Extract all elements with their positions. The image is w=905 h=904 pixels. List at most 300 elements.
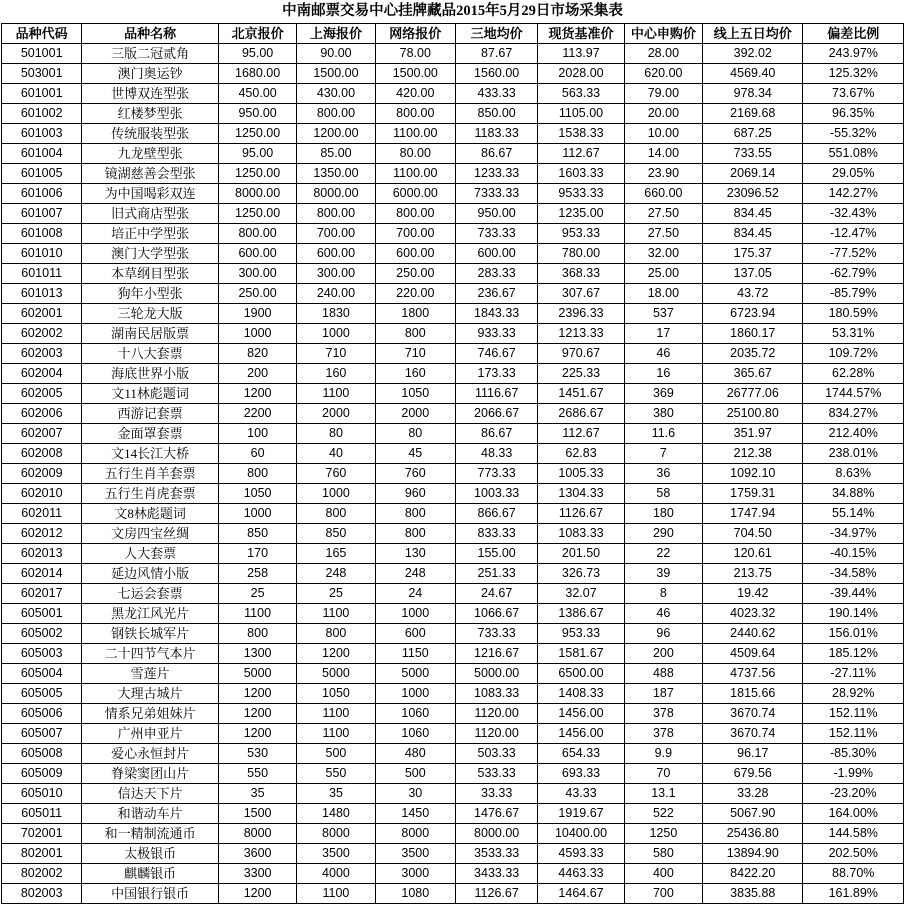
column-header-name: 品种名称 [82,24,219,44]
cell-beijing-price: 1100 [218,604,296,624]
cell-spot-benchmark-price: 6500.00 [538,664,624,684]
cell-beijing-price: 1200 [218,724,296,744]
cell-shanghai-price: 600.00 [297,244,375,264]
cell-online-price: 1800 [375,304,455,324]
cell-center-subscription-price: 58 [624,484,702,504]
cell-beijing-price: 820 [218,344,296,364]
table-row [2,44,904,64]
cell-shanghai-price: 800 [297,624,375,644]
cell-spot-benchmark-price: 1105.00 [538,104,624,124]
cell-shanghai-price: 3500 [297,844,375,864]
cell-center-subscription-price: 20.00 [624,104,702,124]
cell-center-subscription-price: 8 [624,584,702,604]
table-header-row [2,24,904,44]
cell-name: 黑龙江风光片 [82,604,219,624]
cell-shanghai-price: 800.00 [297,204,375,224]
cell-code: 601002 [2,104,82,124]
cell-beijing-price: 25 [218,584,296,604]
cell-code: 602007 [2,424,82,444]
cell-center-subscription-price: 537 [624,304,702,324]
cell-center-subscription-price: 7 [624,444,702,464]
cell-beijing-price: 1250.00 [218,124,296,144]
cell-beijing-price: 60 [218,444,296,464]
cell-online-price: 1060 [375,724,455,744]
cell-online-price: 600.00 [375,244,455,264]
cell-shanghai-price: 500 [297,744,375,764]
table-row [2,124,904,144]
cell-spot-benchmark-price: 10400.00 [538,824,624,844]
cell-online-price: 5000 [375,664,455,684]
cell-three-region-average: 1126.67 [455,884,537,904]
cell-deviation-ratio: 88.70% [803,864,904,884]
cell-deviation-ratio: 156.01% [803,624,904,644]
cell-name: 人大套票 [82,544,219,564]
table-row [2,884,904,904]
cell-center-subscription-price: 39 [624,564,702,584]
cell-three-region-average: 1116.67 [455,384,537,404]
cell-code: 605006 [2,704,82,724]
cell-deviation-ratio: 164.00% [803,804,904,824]
cell-three-region-average: 733.33 [455,224,537,244]
cell-center-subscription-price: 28.00 [624,44,702,64]
cell-three-region-average: 833.33 [455,524,537,544]
cell-center-subscription-price: 380 [624,404,702,424]
cell-three-region-average: 600.00 [455,244,537,264]
cell-three-region-average: 933.33 [455,324,537,344]
cell-online-price: 700.00 [375,224,455,244]
cell-shanghai-price: 85.00 [297,144,375,164]
table-row [2,224,904,244]
cell-center-subscription-price: 10.00 [624,124,702,144]
cell-online-five-day-average: 1860.17 [703,324,803,344]
cell-deviation-ratio: 96.35% [803,104,904,124]
cell-three-region-average: 1120.00 [455,704,537,724]
cell-name: 文11林彪题词 [82,384,219,404]
cell-center-subscription-price: 70 [624,764,702,784]
cell-online-five-day-average: 1815.66 [703,684,803,704]
cell-center-subscription-price: 13.1 [624,784,702,804]
cell-online-five-day-average: 43.72 [703,284,803,304]
cell-center-subscription-price: 17 [624,324,702,344]
cell-spot-benchmark-price: 1083.33 [538,524,624,544]
cell-deviation-ratio: 185.12% [803,644,904,664]
cell-beijing-price: 1300 [218,644,296,664]
cell-code: 602005 [2,384,82,404]
cell-spot-benchmark-price: 326.73 [538,564,624,584]
cell-beijing-price: 5000 [218,664,296,684]
cell-center-subscription-price: 187 [624,684,702,704]
table-row [2,464,904,484]
cell-beijing-price: 550 [218,764,296,784]
cell-spot-benchmark-price: 693.33 [538,764,624,784]
cell-center-subscription-price: 79.00 [624,84,702,104]
cell-online-five-day-average: 2069.14 [703,164,803,184]
cell-name: 爱心永恒封片 [82,744,219,764]
cell-shanghai-price: 40 [297,444,375,464]
cell-online-price: 1150 [375,644,455,664]
cell-spot-benchmark-price: 1386.67 [538,604,624,624]
cell-center-subscription-price: 46 [624,604,702,624]
cell-online-price: 1000 [375,684,455,704]
cell-name: 太极银币 [82,844,219,864]
table-row [2,304,904,324]
cell-deviation-ratio: 34.88% [803,484,904,504]
cell-online-price: 800.00 [375,104,455,124]
cell-three-region-average: 8000.00 [455,824,537,844]
column-header-center-subscription-price: 中心申购价 [624,24,702,44]
cell-deviation-ratio: 161.89% [803,884,904,904]
cell-deviation-ratio: 212.40% [803,424,904,444]
cell-deviation-ratio: -27.11% [803,664,904,684]
cell-beijing-price: 35 [218,784,296,804]
cell-name: 和谐动车片 [82,804,219,824]
cell-shanghai-price: 1200.00 [297,124,375,144]
cell-deviation-ratio: 144.58% [803,824,904,844]
cell-online-five-day-average: 679.56 [703,764,803,784]
cell-deviation-ratio: -23.20% [803,784,904,804]
cell-center-subscription-price: 290 [624,524,702,544]
cell-online-price: 480 [375,744,455,764]
table-row [2,564,904,584]
cell-shanghai-price: 800 [297,504,375,524]
cell-center-subscription-price: 620.00 [624,64,702,84]
cell-name: 为中国喝彩双连 [82,184,219,204]
cell-name: 红楼梦型张 [82,104,219,124]
cell-name: 狗年小型张 [82,284,219,304]
cell-online-price: 248 [375,564,455,584]
table-row [2,744,904,764]
cell-beijing-price: 3300 [218,864,296,884]
cell-code: 602001 [2,304,82,324]
cell-code: 702001 [2,824,82,844]
column-header-beijing-price: 北京报价 [218,24,296,44]
cell-name: 文14长江大桥 [82,444,219,464]
cell-three-region-average: 48.33 [455,444,537,464]
cell-online-price: 800 [375,504,455,524]
cell-three-region-average: 5000.00 [455,664,537,684]
cell-three-region-average: 2066.67 [455,404,537,424]
cell-name: 传统服装型张 [82,124,219,144]
table-row [2,184,904,204]
cell-three-region-average: 733.33 [455,624,537,644]
cell-three-region-average: 503.33 [455,744,537,764]
cell-online-five-day-average: 3670.74 [703,704,803,724]
cell-shanghai-price: 1100 [297,604,375,624]
cell-three-region-average: 86.67 [455,424,537,444]
cell-shanghai-price: 240.00 [297,284,375,304]
cell-beijing-price: 1250.00 [218,164,296,184]
cell-online-five-day-average: 687.25 [703,124,803,144]
cell-name: 信达天下片 [82,784,219,804]
cell-spot-benchmark-price: 43.33 [538,784,624,804]
cell-name: 情系兄弟姐妹片 [82,704,219,724]
table-row [2,164,904,184]
cell-beijing-price: 850 [218,524,296,544]
table-row [2,804,904,824]
table-row [2,864,904,884]
cell-spot-benchmark-price: 953.33 [538,624,624,644]
table-row [2,584,904,604]
cell-online-five-day-average: 6723.94 [703,304,803,324]
cell-three-region-average: 533.33 [455,764,537,784]
cell-deviation-ratio: 180.59% [803,304,904,324]
table-row [2,664,904,684]
cell-spot-benchmark-price: 62.83 [538,444,624,464]
cell-online-five-day-average: 3670.74 [703,724,803,744]
cell-online-five-day-average: 8422.20 [703,864,803,884]
cell-spot-benchmark-price: 1126.67 [538,504,624,524]
cell-code: 602012 [2,524,82,544]
cell-online-price: 800 [375,324,455,344]
cell-code: 601004 [2,144,82,164]
cell-spot-benchmark-price: 1603.33 [538,164,624,184]
column-header-shanghai-price: 上海报价 [297,24,375,44]
cell-online-five-day-average: 1092.10 [703,464,803,484]
cell-name: 广州申亚片 [82,724,219,744]
cell-spot-benchmark-price: 9533.33 [538,184,624,204]
cell-online-price: 760 [375,464,455,484]
cell-three-region-average: 283.33 [455,264,537,284]
cell-code: 605009 [2,764,82,784]
cell-code: 602013 [2,544,82,564]
cell-three-region-average: 1560.00 [455,64,537,84]
cell-center-subscription-price: 18.00 [624,284,702,304]
column-header-spot-benchmark-price: 现货基准价 [538,24,624,44]
cell-code: 605005 [2,684,82,704]
cell-beijing-price: 1250.00 [218,204,296,224]
cell-online-price: 1450 [375,804,455,824]
cell-name: 海底世界小版 [82,364,219,384]
cell-shanghai-price: 2000 [297,404,375,424]
cell-spot-benchmark-price: 368.33 [538,264,624,284]
cell-code: 605008 [2,744,82,764]
cell-three-region-average: 1003.33 [455,484,537,504]
cell-deviation-ratio: 125.32% [803,64,904,84]
column-header-three-region-average: 三地均价 [455,24,537,44]
cell-three-region-average: 866.67 [455,504,537,524]
cell-spot-benchmark-price: 1456.00 [538,724,624,744]
cell-deviation-ratio: 28.92% [803,684,904,704]
cell-three-region-average: 7333.33 [455,184,537,204]
cell-center-subscription-price: 700 [624,884,702,904]
cell-three-region-average: 1233.33 [455,164,537,184]
cell-online-five-day-average: 23096.52 [703,184,803,204]
cell-name: 大理古城片 [82,684,219,704]
cell-shanghai-price: 300.00 [297,264,375,284]
table-row [2,84,904,104]
cell-online-five-day-average: 2169.68 [703,104,803,124]
cell-beijing-price: 800 [218,464,296,484]
table-row [2,644,904,664]
cell-code: 605007 [2,724,82,744]
cell-shanghai-price: 4000 [297,864,375,884]
cell-online-five-day-average: 137.05 [703,264,803,284]
cell-three-region-average: 3533.33 [455,844,537,864]
table-row [2,324,904,344]
cell-code: 602017 [2,584,82,604]
cell-beijing-price: 170 [218,544,296,564]
cell-spot-benchmark-price: 1304.33 [538,484,624,504]
cell-code: 601007 [2,204,82,224]
column-header-deviation-ratio: 偏差比例 [803,24,904,44]
cell-code: 802001 [2,844,82,864]
cell-spot-benchmark-price: 113.97 [538,44,624,64]
cell-online-five-day-average: 5067.90 [703,804,803,824]
cell-online-price: 1000 [375,604,455,624]
cell-shanghai-price: 1100 [297,384,375,404]
column-header-online-price: 网络报价 [375,24,455,44]
cell-three-region-average: 33.33 [455,784,537,804]
table-row [2,264,904,284]
cell-code: 605011 [2,804,82,824]
cell-online-five-day-average: 175.37 [703,244,803,264]
cell-three-region-average: 773.33 [455,464,537,484]
cell-center-subscription-price: 46 [624,344,702,364]
cell-code: 605001 [2,604,82,624]
cell-spot-benchmark-price: 1005.33 [538,464,624,484]
cell-beijing-price: 1050 [218,484,296,504]
cell-online-five-day-average: 33.28 [703,784,803,804]
table-row [2,424,904,444]
cell-code: 605004 [2,664,82,684]
cell-spot-benchmark-price: 2028.00 [538,64,624,84]
cell-shanghai-price: 80 [297,424,375,444]
cell-deviation-ratio: 29.05% [803,164,904,184]
cell-shanghai-price: 700.00 [297,224,375,244]
cell-beijing-price: 1200 [218,684,296,704]
table-row [2,444,904,464]
cell-spot-benchmark-price: 654.33 [538,744,624,764]
cell-online-five-day-average: 834.45 [703,204,803,224]
cell-spot-benchmark-price: 2686.67 [538,404,624,424]
cell-center-subscription-price: 14.00 [624,144,702,164]
cell-shanghai-price: 1000 [297,484,375,504]
cell-code: 501001 [2,44,82,64]
cell-spot-benchmark-price: 2396.33 [538,304,624,324]
cell-beijing-price: 3600 [218,844,296,864]
cell-beijing-price: 530 [218,744,296,764]
cell-name: 培正中学型张 [82,224,219,244]
cell-online-five-day-average: 733.55 [703,144,803,164]
cell-online-price: 45 [375,444,455,464]
cell-center-subscription-price: 200 [624,644,702,664]
table-row [2,764,904,784]
cell-code: 601008 [2,224,82,244]
cell-name: 西游记套票 [82,404,219,424]
cell-three-region-average: 950.00 [455,204,537,224]
cell-spot-benchmark-price: 1919.67 [538,804,624,824]
cell-name: 旧式商店型张 [82,204,219,224]
cell-deviation-ratio: 53.31% [803,324,904,344]
cell-spot-benchmark-price: 780.00 [538,244,624,264]
table-row [2,364,904,384]
cell-name: 十八大套票 [82,344,219,364]
cell-center-subscription-price: 32.00 [624,244,702,264]
cell-center-subscription-price: 400 [624,864,702,884]
cell-name: 文房四宝丝绸 [82,524,219,544]
cell-online-price: 250.00 [375,264,455,284]
cell-spot-benchmark-price: 4463.33 [538,864,624,884]
market-data-table [1,23,904,904]
cell-three-region-average: 1216.67 [455,644,537,664]
cell-three-region-average: 86.67 [455,144,537,164]
cell-three-region-average: 1843.33 [455,304,537,324]
cell-shanghai-price: 1100 [297,704,375,724]
cell-beijing-price: 1200 [218,704,296,724]
cell-center-subscription-price: 23.90 [624,164,702,184]
cell-shanghai-price: 760 [297,464,375,484]
cell-spot-benchmark-price: 970.67 [538,344,624,364]
cell-three-region-average: 155.00 [455,544,537,564]
cell-spot-benchmark-price: 563.33 [538,84,624,104]
cell-online-five-day-average: 4569.40 [703,64,803,84]
cell-deviation-ratio: -85.30% [803,744,904,764]
table-row [2,144,904,164]
cell-spot-benchmark-price: 1235.00 [538,204,624,224]
cell-beijing-price: 250.00 [218,284,296,304]
cell-shanghai-price: 248 [297,564,375,584]
cell-name: 麒麟银币 [82,864,219,884]
cell-three-region-average: 850.00 [455,104,537,124]
cell-deviation-ratio: -40.15% [803,544,904,564]
cell-name: 五行生肖羊套票 [82,464,219,484]
cell-shanghai-price: 1480 [297,804,375,824]
cell-spot-benchmark-price: 112.67 [538,144,624,164]
cell-three-region-average: 251.33 [455,564,537,584]
cell-beijing-price: 8000.00 [218,184,296,204]
cell-beijing-price: 2200 [218,404,296,424]
cell-name: 澳门奥运钞 [82,64,219,84]
cell-deviation-ratio: -62.79% [803,264,904,284]
cell-code: 602003 [2,344,82,364]
cell-online-five-day-average: 25436.80 [703,824,803,844]
cell-shanghai-price: 1500.00 [297,64,375,84]
cell-online-five-day-average: 96.17 [703,744,803,764]
cell-three-region-average: 1066.67 [455,604,537,624]
cell-name: 九龙壁型张 [82,144,219,164]
cell-center-subscription-price: 27.50 [624,204,702,224]
cell-shanghai-price: 35 [297,784,375,804]
cell-three-region-average: 1183.33 [455,124,537,144]
cell-spot-benchmark-price: 4593.33 [538,844,624,864]
cell-three-region-average: 1120.00 [455,724,537,744]
cell-shanghai-price: 1050 [297,684,375,704]
table-row [2,104,904,124]
cell-online-price: 1100.00 [375,164,455,184]
cell-spot-benchmark-price: 1213.33 [538,324,624,344]
cell-name: 二十四节气本片 [82,644,219,664]
cell-code: 802003 [2,884,82,904]
cell-deviation-ratio: 62.28% [803,364,904,384]
cell-online-five-day-average: 213.75 [703,564,803,584]
table-row [2,724,904,744]
cell-online-five-day-average: 120.61 [703,544,803,564]
cell-beijing-price: 8000 [218,824,296,844]
cell-code: 802002 [2,864,82,884]
cell-online-five-day-average: 4509.64 [703,644,803,664]
cell-online-price: 160 [375,364,455,384]
cell-code: 602010 [2,484,82,504]
cell-center-subscription-price: 96 [624,624,702,644]
cell-deviation-ratio: 73.67% [803,84,904,104]
cell-spot-benchmark-price: 953.33 [538,224,624,244]
cell-three-region-average: 173.33 [455,364,537,384]
cell-beijing-price: 95.00 [218,44,296,64]
cell-beijing-price: 258 [218,564,296,584]
cell-online-price: 2000 [375,404,455,424]
cell-online-price: 500 [375,764,455,784]
cell-online-five-day-average: 704.50 [703,524,803,544]
